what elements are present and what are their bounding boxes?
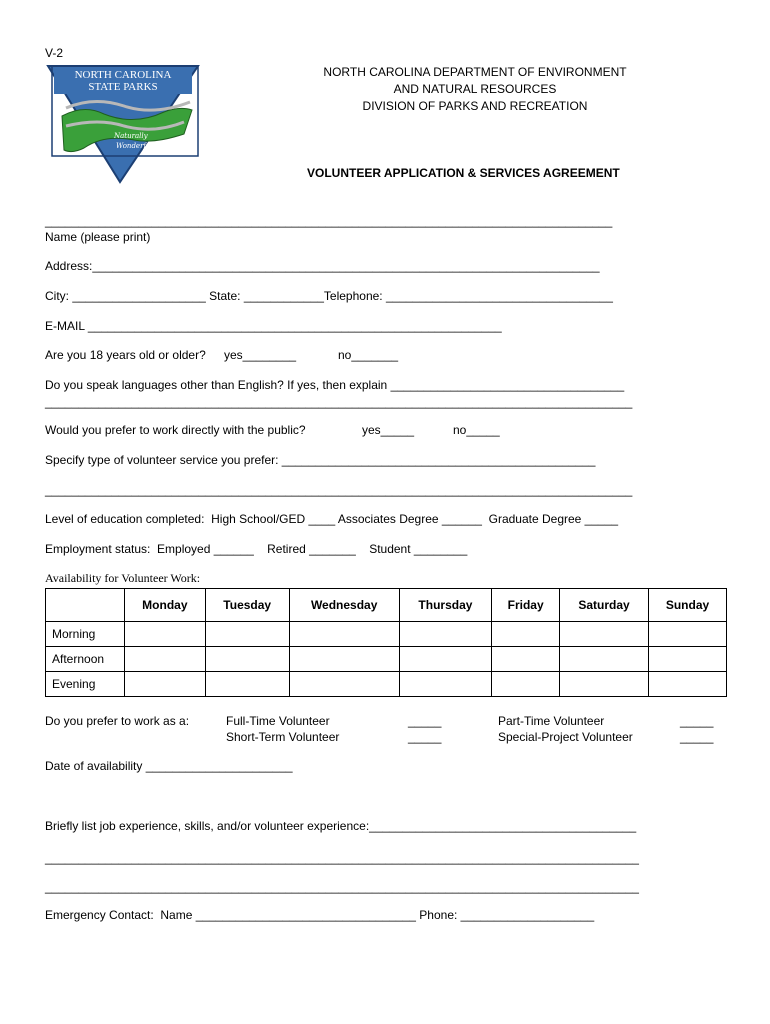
availability-cell[interactable] [560, 622, 649, 647]
address-field[interactable]: Address:____________________________________________________________________________ [45, 259, 600, 273]
full-time-option: Full-Time Volunteer [226, 714, 330, 728]
age-yes-field[interactable]: yes________ [224, 348, 297, 362]
public-no-field[interactable]: no_____ [453, 423, 500, 437]
form-code: V-2 [45, 46, 64, 60]
availability-cell[interactable] [289, 647, 399, 672]
languages-line2[interactable]: ________________________________________________________________________________________ [45, 395, 633, 409]
name-field[interactable]: _____________________________________________________________________________________ [45, 214, 613, 228]
logo-line1: NORTH CAROLINA [74, 69, 172, 81]
availability-cell[interactable] [649, 647, 727, 672]
logo-tagline1: Naturally [114, 132, 148, 140]
languages-field[interactable]: Do you speak languages other than English? If yes, then explain ___________________________________ [45, 378, 625, 392]
table-row [46, 672, 727, 697]
full-time-blank[interactable]: _____ [408, 714, 442, 728]
day-header: Saturday [560, 589, 649, 622]
experience-line[interactable]: _________________________________________________________________________________________ [45, 880, 639, 894]
availability-table [45, 588, 727, 697]
public-yes-field[interactable]: yes_____ [362, 423, 415, 437]
experience-field[interactable]: Briefly list job experience, skills, and/or volunteer experience:________________________________________ [45, 819, 637, 833]
short-term-blank[interactable]: _____ [408, 730, 442, 744]
age-no-field[interactable]: no_______ [338, 348, 399, 362]
availability-cell[interactable] [560, 672, 649, 697]
special-project-option: Special-Project Volunteer [498, 730, 633, 744]
name-label: Name (please print) [45, 230, 151, 244]
experience-line[interactable]: _________________________________________________________________________________________ [45, 851, 639, 865]
work-type-question: Do you prefer to work as a: [45, 714, 190, 728]
availability-cell[interactable] [399, 622, 492, 647]
day-header: Friday [492, 589, 560, 622]
day-header: Thursday [399, 589, 492, 622]
part-time-option: Part-Time Volunteer [498, 714, 605, 728]
table-row [46, 622, 727, 647]
city-state-phone-field[interactable]: City: ____________________ State: ____________Telephone: __________________________________ [45, 289, 613, 303]
header-line3: DIVISION OF PARKS AND RECREATION [362, 99, 588, 113]
public-question: Would you prefer to work directly with the public? [45, 423, 306, 437]
availability-cell[interactable] [289, 672, 399, 697]
availability-cell[interactable] [399, 647, 492, 672]
employment-field[interactable]: Employment status: Employed ______ Retired _______ Student ________ [45, 542, 468, 556]
availability-cell[interactable] [649, 622, 727, 647]
day-header: Monday [125, 589, 206, 622]
availability-cell[interactable] [205, 647, 289, 672]
table-corner-cell [46, 589, 125, 622]
part-time-blank[interactable]: _____ [680, 714, 714, 728]
availability-label: Availability for Volunteer Work: [45, 571, 201, 585]
day-header: Tuesday [205, 589, 289, 622]
availability-cell[interactable] [125, 672, 206, 697]
time-label: Evening [46, 672, 125, 697]
table-row [46, 647, 727, 672]
time-label: Morning [46, 622, 125, 647]
availability-cell[interactable] [205, 672, 289, 697]
availability-cell[interactable] [649, 672, 727, 697]
emergency-contact-field[interactable]: Emergency Contact: Name _________________________________ Phone: ____________________ [45, 908, 595, 922]
header-line1: NORTH CAROLINA DEPARTMENT OF ENVIRONMENT [323, 65, 627, 79]
time-label: Afternoon [46, 647, 125, 672]
form-title: VOLUNTEER APPLICATION & SERVICES AGREEMENT [307, 166, 620, 180]
day-header: Wednesday [289, 589, 399, 622]
email-field[interactable]: E-MAIL ______________________________________________________________ [45, 319, 502, 333]
availability-cell[interactable] [125, 647, 206, 672]
service-line2[interactable]: ________________________________________________________________________________________ [45, 483, 633, 497]
availability-cell[interactable] [125, 622, 206, 647]
short-term-option: Short-Term Volunteer [226, 730, 340, 744]
service-type-field[interactable]: Specify type of volunteer service you prefer: _______________________________________________ [45, 453, 596, 467]
day-header: Sunday [649, 589, 727, 622]
availability-cell[interactable] [205, 622, 289, 647]
availability-cell[interactable] [560, 647, 649, 672]
education-field[interactable]: Level of education completed: High School/GED ____ Associates Degree ______ Graduate Degree _____ [45, 512, 619, 526]
availability-cell[interactable] [289, 622, 399, 647]
special-project-blank[interactable]: _____ [680, 730, 714, 744]
availability-cell[interactable] [399, 672, 492, 697]
date-availability-field[interactable]: Date of availability ______________________ [45, 759, 293, 773]
logo-line2: STATE PARKS [88, 81, 158, 93]
age-question: Are you 18 years old or older? [45, 348, 206, 362]
availability-cell[interactable] [492, 622, 560, 647]
availability-cell[interactable] [492, 647, 560, 672]
availability-cell[interactable] [492, 672, 560, 697]
nc-state-parks-logo [44, 64, 204, 184]
logo-tagline2: Wonderful [116, 142, 153, 150]
table-header-row [46, 589, 727, 622]
header-line2: AND NATURAL RESOURCES [393, 82, 557, 96]
